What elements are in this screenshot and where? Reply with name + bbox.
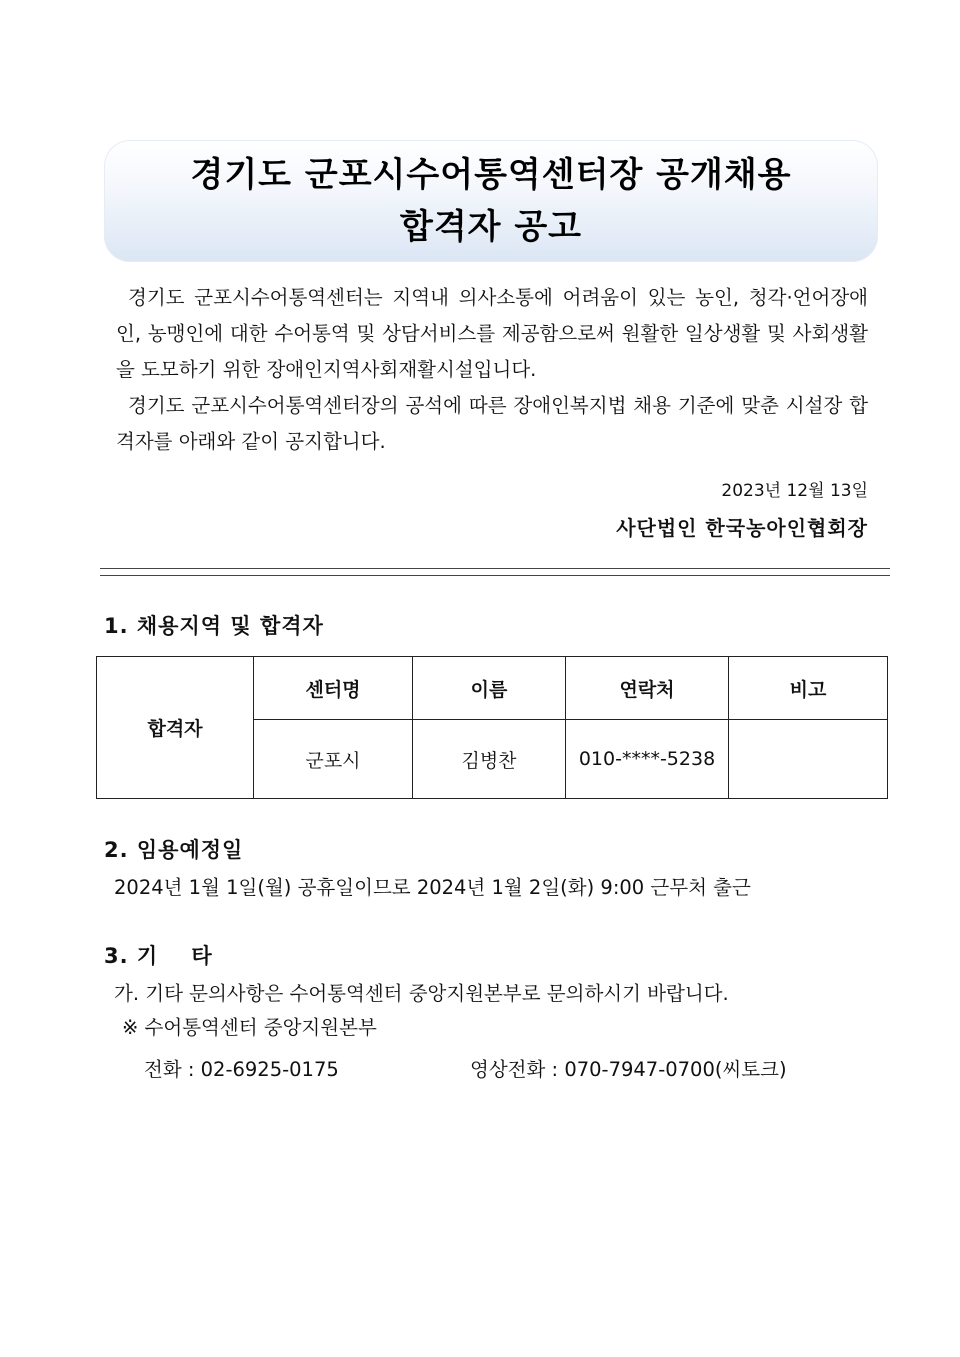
appointment-date-text: 2024년 1월 1일(월) 공휴일이므로 2024년 1월 2일(화) 9:00 근무처 출근 (114, 876, 751, 899)
table-header-row (97, 657, 888, 720)
column-header-center: 센터명 (254, 657, 413, 720)
intro-paragraph-1-text: 경기도 군포시수어통역센터는 지역내 의사소통에 어려움이 있는 농인, 청각·언어장애인, 농맹인에 대한 수어통역 및 상담서비스를 제공함으로써 원활한 일상생활 및 사회생활을 도모하기 위한 장애인지역사회재활시설입니다. (116, 286, 868, 381)
title-box (104, 140, 878, 262)
cell-contact: 010-****-5238 (566, 720, 729, 799)
center-note: ※ 수어통역센터 중앙지원본부 (122, 1016, 377, 1039)
phone-number: 전화 : 02-6925-0175 (144, 1058, 339, 1081)
intro-paragraph-2 (116, 388, 868, 460)
intro-paragraph-1 (116, 280, 868, 388)
inquiry-text: 가. 기타 문의사항은 수어통역센터 중앙지원본부로 문의하시기 바랍니다. (114, 982, 729, 1005)
cell-note (729, 720, 888, 799)
video-phone-number: 영상전화 : 070-7947-0700(씨토크) (470, 1058, 787, 1081)
title-line-2: 합격자 공고 (399, 207, 583, 247)
result-table (96, 656, 888, 799)
intro-text (116, 280, 868, 460)
announcement-date: 2023년 12월 13일 (721, 481, 868, 501)
separator-line (100, 568, 890, 576)
cell-center: 군포시 (254, 720, 413, 799)
column-header-contact: 연락처 (566, 657, 729, 720)
title-line-1: 경기도 군포시수어통역센터장 공개채용 (190, 155, 792, 195)
section-2-title: 2. 임용예정일 (104, 838, 244, 862)
organization-name: 사단법인 한국농아인협회장 (616, 516, 868, 540)
row-header-passer: 합격자 (97, 657, 254, 799)
column-header-note: 비고 (729, 657, 888, 720)
intro-paragraph-2-text: 경기도 군포시수어통역센터장의 공석에 따른 장애인복지법 채용 기준에 맞춘 시설장 합격자를 아래와 같이 공지합니다. (116, 394, 868, 453)
column-header-name: 이름 (413, 657, 566, 720)
cell-name: 김병찬 (413, 720, 566, 799)
section-3-title: 3. 기 타 (104, 944, 213, 968)
section-1-title: 1. 채용지역 및 합격자 (104, 614, 324, 638)
